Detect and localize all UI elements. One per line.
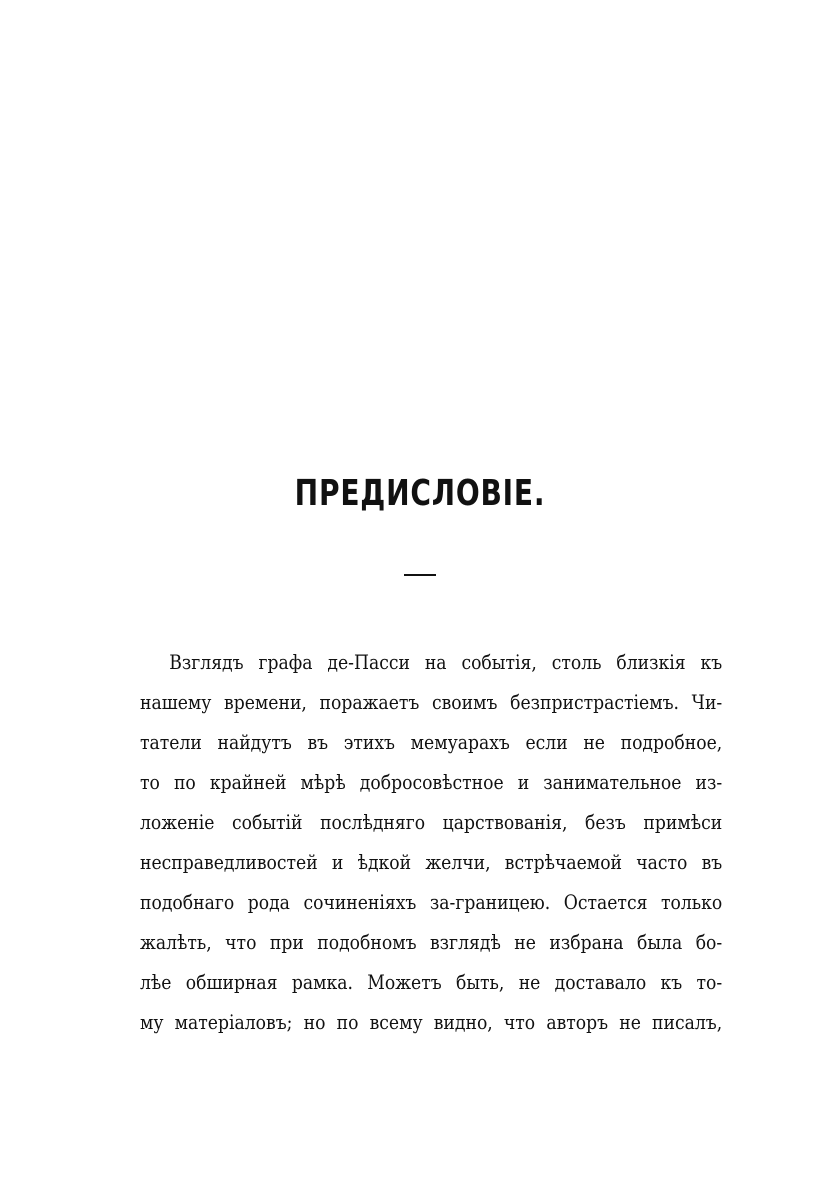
text-line: татели найдутъ въ этихъ мемуарахъ если не подробное, bbox=[140, 730, 723, 754]
text-line: несправедливостей и ѣдкой желчи, встрѣчаемой часто въ bbox=[140, 850, 723, 874]
text-line: то по крайней мѣрѣ добросовѣстное и занимательное из- bbox=[140, 770, 723, 794]
page-title: ПРЕДИСЛОВІЕ. bbox=[294, 473, 546, 514]
text-line: Взглядъ графа де-Пасси на событія, столь близкія къ bbox=[169, 650, 723, 674]
text-line: ложеніе событій послѣдняго царствованія, безъ примѣси bbox=[140, 810, 723, 834]
preface-paragraph bbox=[140, 642, 722, 1042]
text-line: лѣе обширная рамка. Можетъ быть, не доставало къ то- bbox=[140, 970, 723, 994]
title-separator-rule bbox=[404, 574, 436, 576]
text-line: подобнаго рода сочиненіяхъ за-границею. Остается только bbox=[140, 890, 723, 914]
text-line: му матеріаловъ; но по всему видно, что авторъ не писалъ, bbox=[140, 1010, 723, 1034]
text-line: нашему времени, поражаетъ своимъ безпристрастіемъ. Чи- bbox=[140, 690, 723, 714]
text-line: жалѣть, что при подобномъ взглядѣ не избрана была бо- bbox=[140, 930, 723, 954]
